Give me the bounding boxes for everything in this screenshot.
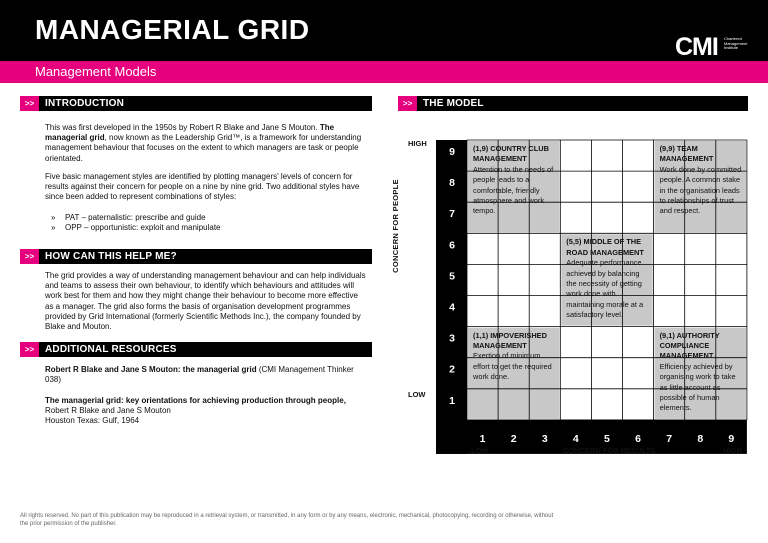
region-note-4 [473,331,556,383]
region-title: (1,1) IMPOVERISHED MANAGEMENT [473,330,547,350]
section-marker: >> [20,342,39,357]
x-tick-label: 4 [572,432,579,445]
intro-bold-term: The managerial grid [45,123,335,143]
y-tick-label: 8 [449,177,455,190]
x-axis-high-label: HIGH [723,446,742,455]
how-paragraph: The grid provides a way of understanding management behaviour and can help individuals and teams to assess their own behaviour, to identify which behaviours and attitudes will work best for them and how they might change their behaviour to become more effective as a manager. The grid also forms the basis of organisation development programmes provided by Grid International (formerly Scientific Methods Inc.), the company founded by Blake and Mouton. [45,271,366,332]
region-description: Adequate performance achieved by balancing the necessity of getting work done with maintaining morale at a satisfactory level. [566,258,644,320]
x-tick-label: 5 [604,432,610,445]
region-description: Exertion of minimum effort to get the required work done. [473,351,552,382]
region-description: Work done by committed people. A common stake in the organisation leads to relationships of trust and respect. [659,164,742,216]
section-marker: >> [20,249,39,264]
section-title-introduction: INTRODUCTION [45,98,125,109]
copyright-footer: All rights reserved. No part of this publication may be reproduced in a retrieval system, or transmitted, in any form or by any means, electronic, mechanical, photocopying, recording or otherwise, without the prior permission of the publisher. [20,513,554,527]
x-tick-label: 3 [541,432,548,445]
x-tick-label: 7 [666,432,673,445]
region-title: (9,1) AUTHORITY COMPLIANCE MANAGEMENT [659,330,720,361]
region-note-2 [660,144,743,217]
y-tick-label: 3 [449,332,455,345]
page-subtitle: Management Models [35,64,157,79]
x-axis-title: CONCERN FOR RESULTS [562,446,656,455]
logo-mark: CMI [675,33,718,61]
region-description: Efficiency achieved by organising work to take as little account as possible of human elements. [659,361,736,413]
intro-paragraph-2: Five basic management styles are identified by plotting managers' levels of concern for results against their concern for people on a nine by nine grid. Two additional styles have since been added to represent combinations of styles: [45,172,360,202]
intro-text-rest: , now known as the Leadership Grid™, is a framework for understanding management behaviour that focuses on the extent to which managers are task or people orientated. [45,133,362,163]
section-title-resources: ADDITIONAL RESOURCES [45,344,177,355]
region-title: (9,9) TEAM MANAGEMENT [659,144,714,164]
y-tick-label: 5 [449,270,455,283]
y-tick-label: 9 [449,146,455,158]
section-title-model: THE MODEL [423,98,484,109]
resource-detail: (CMI Management Thinker 038) [45,365,354,385]
y-tick-label: 6 [449,239,455,252]
section-title-how: HOW CAN THIS HELP ME? [45,251,177,262]
logo-small-text: Chartered Management Institute [724,36,748,50]
x-tick-label: 8 [697,432,704,445]
y-axis-title: CONCERN FOR PEOPLE [391,179,400,273]
y-tick-label: 7 [449,208,455,221]
y-axis-high-label: HIGH [408,139,427,148]
x-tick-label: 1 [479,432,486,445]
y-axis-low-label: LOW [408,390,426,399]
y-tick-label: 1 [449,394,455,407]
resource-title: Robert R Blake and Jane S Mouton: the managerial grid [45,365,257,374]
region-note-1 [473,144,556,217]
x-tick-label: 2 [510,432,517,445]
list-item: » PAT – paternalistic: prescribe and guide [45,213,221,223]
x-axis-low-label: LOW [471,446,489,455]
list-item: » OPP – opportunistic: exploit and manipulate [45,223,221,233]
region-note-3 [566,237,649,320]
page-title: MANAGERIAL GRID [35,14,310,45]
resource-detail: Robert R Blake and Jane S Mouton [45,406,171,416]
resource-title: The managerial grid: key orientations for achieving production through people, [45,396,346,405]
x-tick-label: 6 [635,432,641,445]
region-title: (5,5) MIDDLE OF THE ROAD MANAGEMENT [566,237,644,257]
region-title: (1,9) COUNTRY CLUB MANAGEMENT [473,144,549,164]
y-tick-label: 2 [449,363,455,376]
x-tick-label: 9 [728,432,735,445]
region-note-5 [660,331,743,414]
intro-text: This was first developed in the 1950s by Robert R Blake and Jane S Mouton. [45,123,318,132]
section-marker: >> [398,96,417,111]
y-tick-label: 4 [449,301,455,314]
section-marker: >> [20,96,39,111]
resource-publisher: Houston Texas: Gulf, 1964 [45,416,140,426]
region-description: Attention to the needs of people leads to a comfortable, friendly atmosphere and work tempo. [473,164,554,216]
